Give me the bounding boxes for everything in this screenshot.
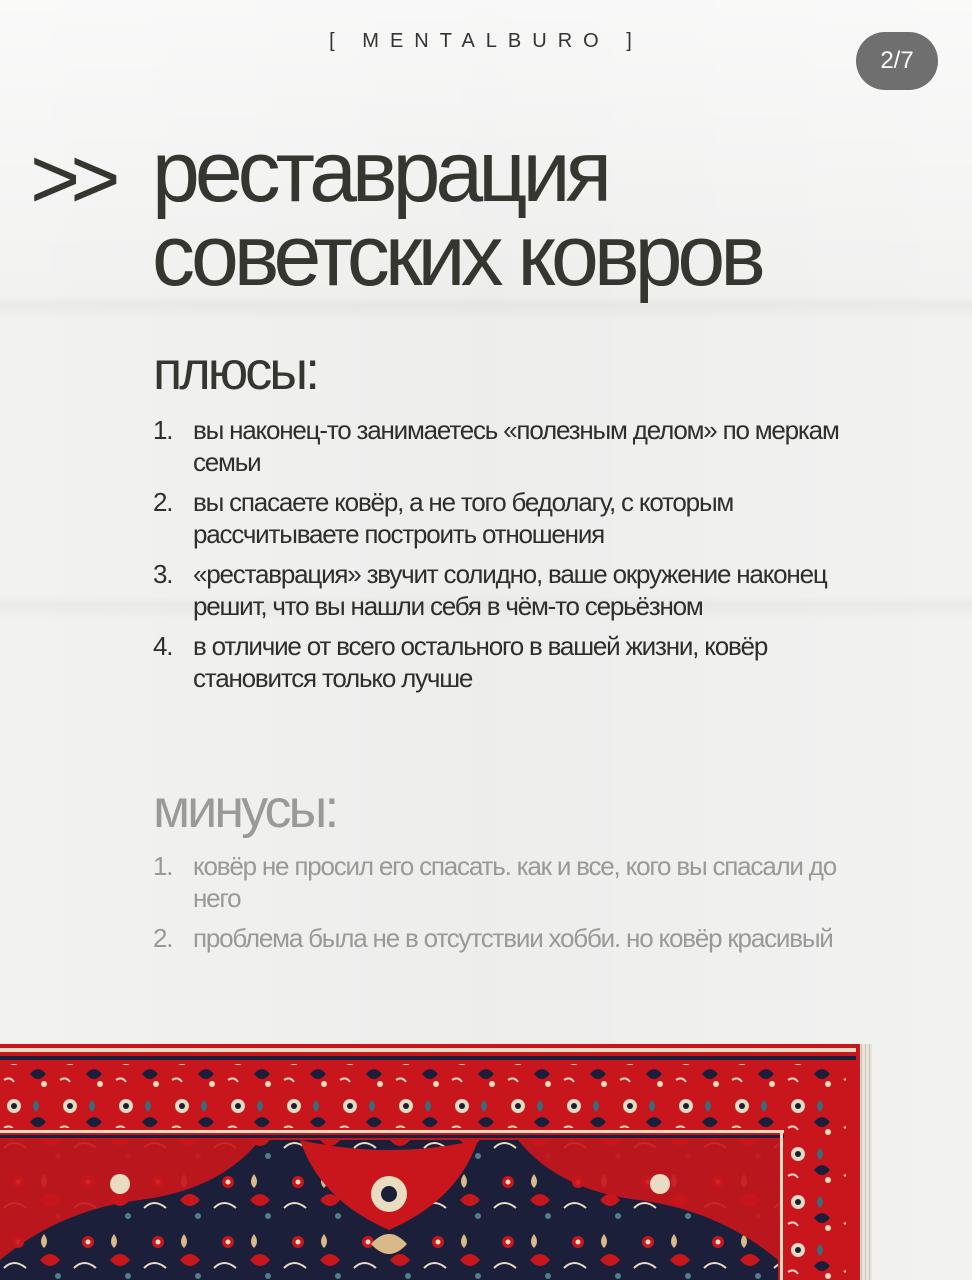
title-line-1: реставрация — [152, 124, 608, 220]
list-text: в отличие от всего остального в вашей жизни, ковёр становится только лучше — [193, 631, 768, 693]
pros-heading: плюсы: — [153, 341, 318, 401]
list-text: проблема была не в отсутствии хобби. но ковёр красивый — [193, 923, 833, 953]
list-item — [153, 922, 873, 954]
list-text: вы спасаете ковёр, а не того бедолагу, с которым рассчитываете построить отношения — [193, 487, 734, 549]
persian-carpet-image — [0, 1044, 872, 1280]
list-text: вы наконец-то занимаетесь «полезным делом» по меркам семьи — [193, 415, 839, 477]
brand-logo: [ MENTALBURO ] — [329, 30, 643, 52]
title-arrows: >> — [30, 131, 111, 227]
cons-heading: минусы: — [153, 779, 337, 839]
pros-list — [153, 414, 873, 702]
title-line-2: советских ковров — [152, 208, 761, 304]
list-number: 4. — [153, 631, 173, 661]
page-indicator-badge: 2/7 — [856, 32, 938, 90]
list-number: 2. — [153, 923, 173, 953]
list-number: 2. — [153, 487, 173, 517]
list-item — [153, 850, 873, 914]
list-item — [153, 558, 873, 622]
list-item — [153, 486, 873, 550]
list-number: 3. — [153, 559, 173, 589]
list-item — [153, 630, 873, 694]
list-text: ковёр не просил его спасать. как и все, кого вы спасали до него — [193, 851, 837, 913]
list-number: 1. — [153, 415, 173, 445]
list-number: 1. — [153, 851, 173, 881]
cons-list — [153, 850, 873, 962]
list-item — [153, 414, 873, 478]
list-text: «реставрация» звучит солидно, ваше окружение наконец решит, что вы нашли себя в чём-то серьёзном — [193, 559, 827, 621]
page-title — [152, 124, 761, 304]
